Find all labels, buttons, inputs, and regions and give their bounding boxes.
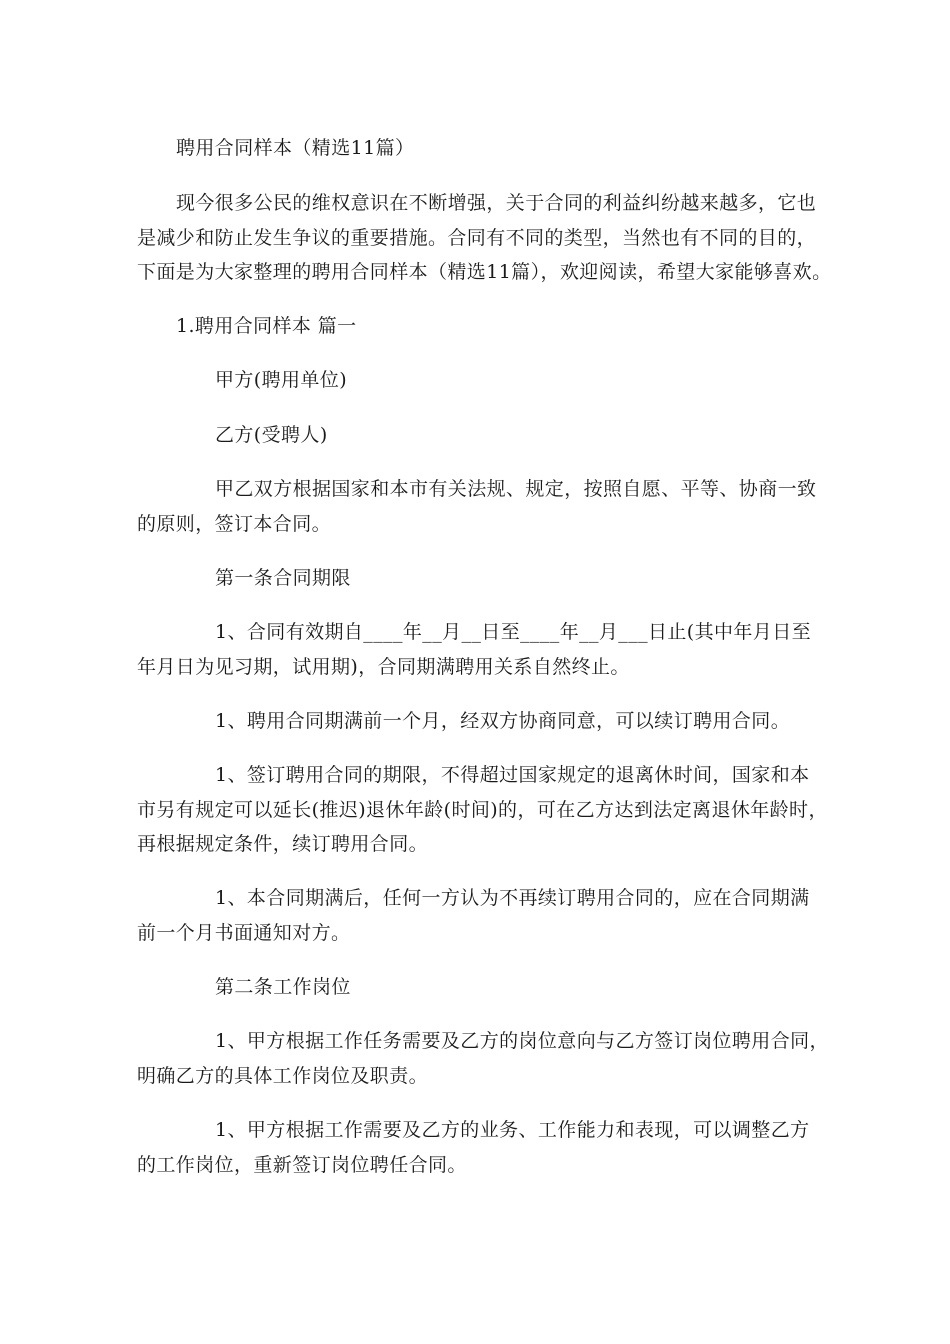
article-2-clause-2-line-1: 1、甲方根据工作需要及乙方的业务、工作能力和表现，可以调整乙方	[215, 1119, 810, 1141]
article-1-clause-3-line-3: 再根据规定条件，续订聘用合同。	[137, 833, 429, 855]
article-2-clause-1-line-1: 1、甲方根据工作任务需要及乙方的岗位意向与乙方签订岗位聘用合同，	[215, 1030, 829, 1052]
article-1-clause-3-line-1: 1、签订聘用合同的期限，不得超过国家规定的退离休时间，国家和本	[215, 764, 810, 786]
section-heading: 1.聘用合同样本 篇一	[176, 315, 357, 337]
preamble-line-1: 甲乙双方根据国家和本市有关法规、规定，按照自愿、平等、协商一致	[215, 478, 817, 500]
article-1-clause-4-line-2: 前一个月书面通知对方。	[137, 922, 351, 944]
article-1-clause-1-line-1: 1、合同有效期自____年__月__日至____年__月___日止(其中年月日至	[215, 621, 812, 643]
intro-line-3: 下面是为大家整理的聘用合同样本（精选11篇），欢迎阅读，希望大家能够喜欢。	[137, 261, 832, 283]
article-2-heading: 第二条工作岗位	[215, 976, 351, 998]
party-b-label: 乙方(受聘人)	[215, 424, 328, 446]
article-1-clause-4-line-1: 1、本合同期满后，任何一方认为不再续订聘用合同的，应在合同期满	[215, 887, 810, 909]
document-title: 聘用合同样本（精选11篇）	[176, 137, 415, 159]
article-2-clause-1-line-2: 明确乙方的具体工作岗位及职责。	[137, 1065, 429, 1087]
intro-line-2: 是减少和防止发生争议的重要措施。合同有不同的类型，当然也有不同的目的，	[137, 227, 817, 249]
intro-line-1: 现今很多公民的维权意识在不断增强，关于合同的利益纠纷越来越多，它也	[176, 192, 817, 214]
party-a-label: 甲方(聘用单位)	[215, 369, 348, 391]
article-2-clause-2-line-2: 的工作岗位，重新签订岗位聘任合同。	[137, 1154, 467, 1176]
article-1-heading: 第一条合同期限	[215, 567, 351, 589]
article-1-clause-1-line-2: 年月日为见习期，试用期)，合同期满聘用关系自然终止。	[137, 656, 630, 678]
article-1-clause-3-line-2: 市另有规定可以延长(推迟)退休年龄(时间)的，可在乙方达到法定离退休年龄时，	[137, 799, 828, 821]
article-1-clause-2-line-1: 1、聘用合同期满前一个月，经双方协商同意，可以续订聘用合同。	[215, 710, 791, 732]
preamble-line-2: 的原则，签订本合同。	[137, 513, 332, 535]
